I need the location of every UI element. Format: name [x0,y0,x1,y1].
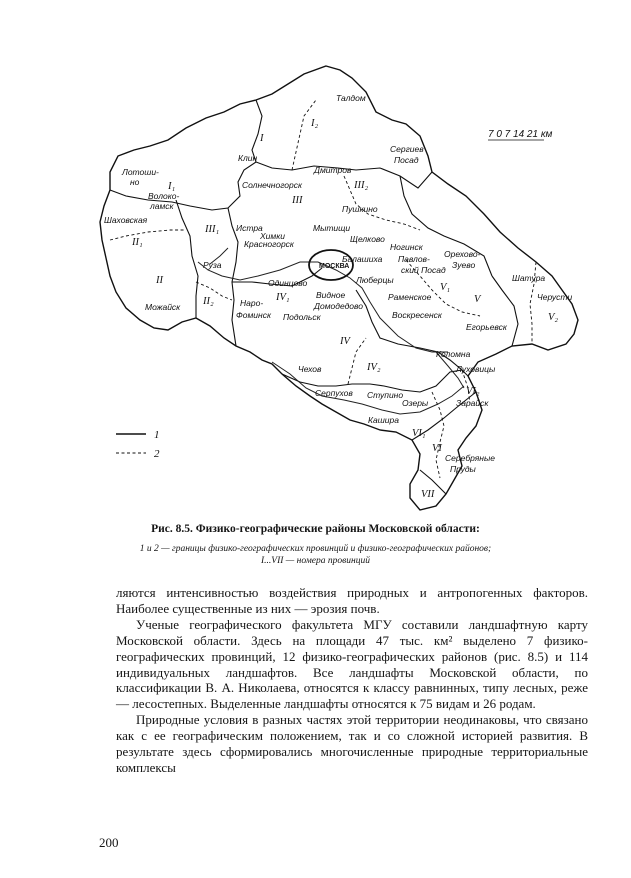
city-label: Можайск [145,302,181,312]
paragraph-1: ляются интенсивностью воздействия природных и антропогенных факторов. Наиболее существенные из них — эрозия почв. [116,585,588,616]
city-label: ламск [150,201,174,211]
city-label: Подольск [283,312,321,322]
city-label: Орехово- [444,249,481,259]
moscow-label: МОСКВА [319,263,350,270]
region-number: V₁ [440,282,451,293]
legend-label-2: 2 [154,448,160,460]
city-label: Черусти [537,292,573,302]
region-number: VI₂ [466,386,480,397]
city-label: Дмитров [314,165,352,175]
district-boundaries [110,100,536,478]
city-label: Балашиха [342,254,383,264]
region-number: II₁ [132,237,143,248]
city-label: Шаховская [104,215,148,225]
city-label: Талдом [336,93,366,103]
scale-label: 7 0 7 14 21 км [488,129,553,140]
city-label: Коломна [436,349,471,359]
region-number: II [156,275,163,286]
city-label: Егорьевск [466,322,507,332]
province-boundaries [110,100,518,494]
region-number: IV₁ [276,292,290,303]
city-label: Пушкино [342,204,378,214]
city-label: Ногинск [390,242,423,252]
city-label: Руза [203,260,222,270]
city-label: Красногорск [244,239,294,249]
city-label: Мытищи [313,223,351,233]
region-number: V [474,294,481,305]
region-number: III [292,195,303,206]
city-label: Павлов- [398,254,430,264]
region-number: IV [340,336,350,347]
city-label: Домодедово [314,301,363,311]
city-label: Зарайск [456,398,489,408]
figure-caption-title: Рис. 8.5. Физико-географические районы Московской области: [151,523,480,535]
city-label: Чехов [298,364,322,374]
city-label: Волоко- [148,191,180,201]
city-label: Озеры [402,398,429,408]
city-label: Серебряные [445,453,495,463]
city-label: Шатура [512,273,546,283]
city-label: но [130,177,140,187]
region-number: VI₁ [412,428,426,439]
city-label: Наро- [240,298,264,308]
region-number: I₁ [168,181,176,192]
city-label: Зуево [452,260,476,270]
region-number: III₂ [354,180,369,191]
paragraph-3: Природные условия в разных частях этой территории неодинаковы, что связано как с ее географическим положением, так и со сложной историей развития. В результате здесь сформировались многочисленные природные территориальные комплексы [116,712,588,775]
region-number: I [260,133,264,144]
city-label: Посад [394,155,419,165]
figure-caption-line-2: I...VII — номера провинций [261,556,370,566]
city-label: Ступино [367,390,404,400]
region-number: II₂ [203,296,214,307]
city-label: Люберцы [356,275,394,285]
city-labels [104,93,572,474]
city-label: Сергиев [390,144,424,154]
city-label: Истра [236,223,263,233]
paragraph-2: Ученые географического факультета МГУ составили ландшафтную карту Московской области. Здесь на площади 47 тыс. км² выделено 7 физико-географических провинций, 12 физико-географических районов (рис. 8.5) и 114 индивидуальных ландшафтов. Все ландшафты Московской области, по классификации В. А. Николаева, относятся к классу равнинных, типу лесных, реже — лесостепных. Выделенные ландшафты относятся к 75 видам и 26 родам. [116,616,588,712]
region-number: V₂ [548,312,559,323]
city-label: Серпухов [315,388,353,398]
city-label: Химки [260,231,285,241]
page-number: 200 [99,835,119,850]
city-label: Раменское [388,292,432,302]
region-number: VI [432,443,442,454]
body-text [116,585,588,776]
city-label: Фоминск [236,310,271,320]
city-label: Видное [316,290,346,300]
legend-label-1: 1 [154,429,160,441]
city-label: Луховицы [456,364,496,374]
city-label: Щелково [350,234,385,244]
city-label: Воскресенск [392,310,442,320]
city-label: Солнечногорск [242,180,303,190]
figure-caption-line-1: 1 и 2 — границы физико-географических провинций и физико-географических районов; [139,544,492,554]
region-number: VII [421,489,435,500]
scale-bar [488,129,553,140]
city-label: Одинцово [268,278,308,288]
city-label: Кашира [368,415,399,425]
region-number: III₁ [205,224,220,235]
region-number: IV₂ [367,362,381,373]
city-label: ский Посад [401,265,446,275]
map-legend [116,429,160,460]
region-number: I₂ [311,118,319,129]
city-label: Клин [238,153,258,163]
city-label: Лотоши- [122,167,159,177]
city-label: Пруды [450,464,476,474]
